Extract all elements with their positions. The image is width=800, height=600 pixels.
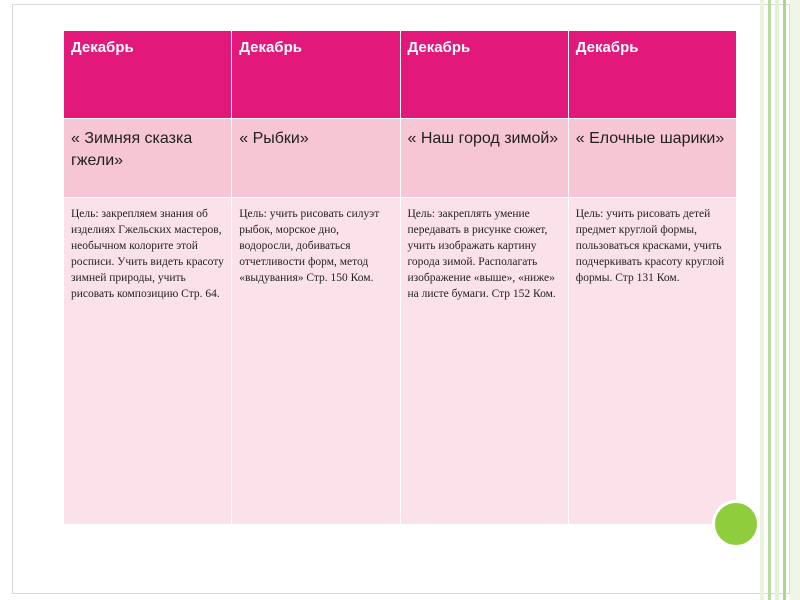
header-row <box>64 31 737 119</box>
goal-cell: Цель: закрепляем знания об изделиях Гжельских мастеров, необычном колорите этой росписи. Учить видеть красоту зимней природы, учить рисовать композицию Стр. 64. <box>64 198 232 525</box>
goal-row <box>64 198 737 525</box>
lesson-plan-table <box>63 30 737 525</box>
month-header: Декабрь <box>568 31 736 119</box>
topic-cell: « Зимняя сказка гжели» <box>64 119 232 198</box>
month-header: Декабрь <box>64 31 232 119</box>
decorative-stripe <box>783 0 786 600</box>
goal-cell: Цель: учить рисовать детей предмет круглой формы, пользоваться красками, учить подчеркивать красоту круглой формы. Стр 131 Ком. <box>568 198 736 525</box>
topic-cell: « Наш город зимой» <box>400 119 568 198</box>
topic-cell: « Рыбки» <box>232 119 400 198</box>
month-header: Декабрь <box>232 31 400 119</box>
topic-cell: « Елочные шарики» <box>568 119 736 198</box>
goal-cell: Цель: учить рисовать силуэт рыбок, морское дно, водоросли, добиваться отчетливости форм, метод «выдувания» Стр. 150 Ком. <box>232 198 400 525</box>
decorative-stripe <box>768 0 771 600</box>
green-circle-decoration <box>712 500 760 548</box>
decorative-stripe <box>775 0 779 600</box>
decorative-stripe <box>760 0 764 600</box>
topic-row <box>64 119 737 198</box>
decorative-stripe <box>790 0 800 600</box>
goal-cell: Цель: закреплять умение передавать в рисунке сюжет, учить изображать картину города зимой. Располагать изображение «выше», «ниже» на листе бумаги. Стр 152 Ком. <box>400 198 568 525</box>
month-header: Декабрь <box>400 31 568 119</box>
